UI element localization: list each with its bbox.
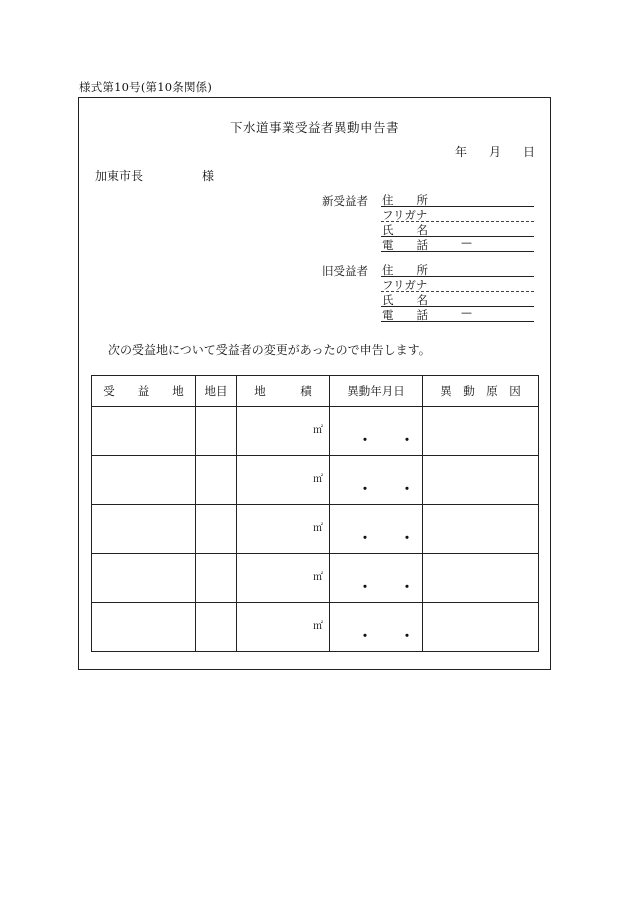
new-name-label: 氏 名 xyxy=(382,223,428,237)
area-unit: ㎡ xyxy=(313,425,323,436)
new-phone-separator: — xyxy=(461,236,472,249)
date-year-label: 年 xyxy=(455,145,468,159)
header-area: 地 積 xyxy=(237,376,330,407)
declaration-statement: 次の受益地について受益者の変更があったので申告します。 xyxy=(108,343,431,357)
change-reason-cell[interactable] xyxy=(423,603,539,652)
new-phone-label: 電 話 xyxy=(382,238,428,252)
table-row xyxy=(92,603,539,652)
table-row xyxy=(92,407,539,456)
area-cell[interactable] xyxy=(237,456,330,505)
area-unit: ㎡ xyxy=(313,474,323,485)
table-header-row xyxy=(92,376,539,407)
change-reason-cell[interactable] xyxy=(423,456,539,505)
table-row xyxy=(92,554,539,603)
land-cell[interactable] xyxy=(92,407,196,456)
recipient-honorific: 様 xyxy=(202,169,215,183)
old-phone-field[interactable] xyxy=(381,307,534,322)
old-phone-separator: — xyxy=(461,306,472,319)
old-address-label: 住 所 xyxy=(382,263,428,277)
table-row xyxy=(92,505,539,554)
header-change-reason: 異 動 原 因 xyxy=(423,376,539,407)
date-dots: ・・ xyxy=(358,433,442,449)
land-category-cell[interactable] xyxy=(196,456,237,505)
new-furigana-label: フリガナ xyxy=(382,208,428,222)
new-name-field[interactable] xyxy=(381,222,534,237)
land-cell[interactable] xyxy=(92,603,196,652)
old-phone-label: 電 話 xyxy=(382,308,428,322)
area-unit: ㎡ xyxy=(313,621,323,632)
header-change-date: 異動年月日 xyxy=(330,376,423,407)
old-party-label: 旧受益者 xyxy=(322,264,368,278)
old-name-field[interactable] xyxy=(381,292,534,307)
land-category-cell[interactable] xyxy=(196,554,237,603)
area-cell[interactable] xyxy=(237,407,330,456)
old-address-field[interactable] xyxy=(381,262,534,277)
date-dots: ・・ xyxy=(358,531,442,547)
change-date-cell[interactable] xyxy=(330,505,442,554)
date-dots: ・・ xyxy=(358,580,442,596)
form-frame xyxy=(78,97,551,670)
area-cell[interactable] xyxy=(237,603,330,652)
old-furigana-label: フリガナ xyxy=(382,278,428,292)
change-date-cell[interactable] xyxy=(330,456,442,505)
change-table xyxy=(91,375,539,652)
land-cell[interactable] xyxy=(92,456,196,505)
date-day-label: 日 xyxy=(523,145,536,159)
old-furigana-field[interactable] xyxy=(381,277,534,292)
land-category-cell[interactable] xyxy=(196,407,237,456)
old-name-label: 氏 名 xyxy=(382,293,428,307)
land-cell[interactable] xyxy=(92,505,196,554)
change-reason-cell[interactable] xyxy=(423,505,539,554)
area-cell[interactable] xyxy=(237,505,330,554)
new-phone-field[interactable] xyxy=(381,237,534,252)
change-date-cell[interactable] xyxy=(330,603,442,652)
date-month-label: 月 xyxy=(489,145,502,159)
land-category-cell[interactable] xyxy=(196,505,237,554)
change-reason-cell[interactable] xyxy=(423,554,539,603)
header-land: 受 益 地 xyxy=(92,376,196,407)
new-address-label: 住 所 xyxy=(382,193,428,207)
new-party-label: 新受益者 xyxy=(322,194,368,208)
area-cell[interactable] xyxy=(237,554,330,603)
form-title: 下水道事業受益者異動申告書 xyxy=(229,120,399,135)
header-land-category: 地目 xyxy=(196,376,237,407)
date-dots: ・・ xyxy=(358,482,442,498)
change-reason-cell[interactable] xyxy=(423,407,539,456)
form-number: 様式第10号(第10条関係) xyxy=(79,80,213,94)
table-row xyxy=(92,456,539,505)
new-address-field[interactable] xyxy=(381,192,534,207)
area-unit: ㎡ xyxy=(313,572,323,583)
land-cell[interactable] xyxy=(92,554,196,603)
date-dots: ・・ xyxy=(358,629,442,645)
new-furigana-field[interactable] xyxy=(381,207,534,222)
area-unit: ㎡ xyxy=(313,523,323,534)
land-category-cell[interactable] xyxy=(196,603,237,652)
change-date-cell[interactable] xyxy=(330,554,442,603)
recipient-name: 加東市長 xyxy=(95,169,144,183)
change-date-cell[interactable] xyxy=(330,407,442,456)
